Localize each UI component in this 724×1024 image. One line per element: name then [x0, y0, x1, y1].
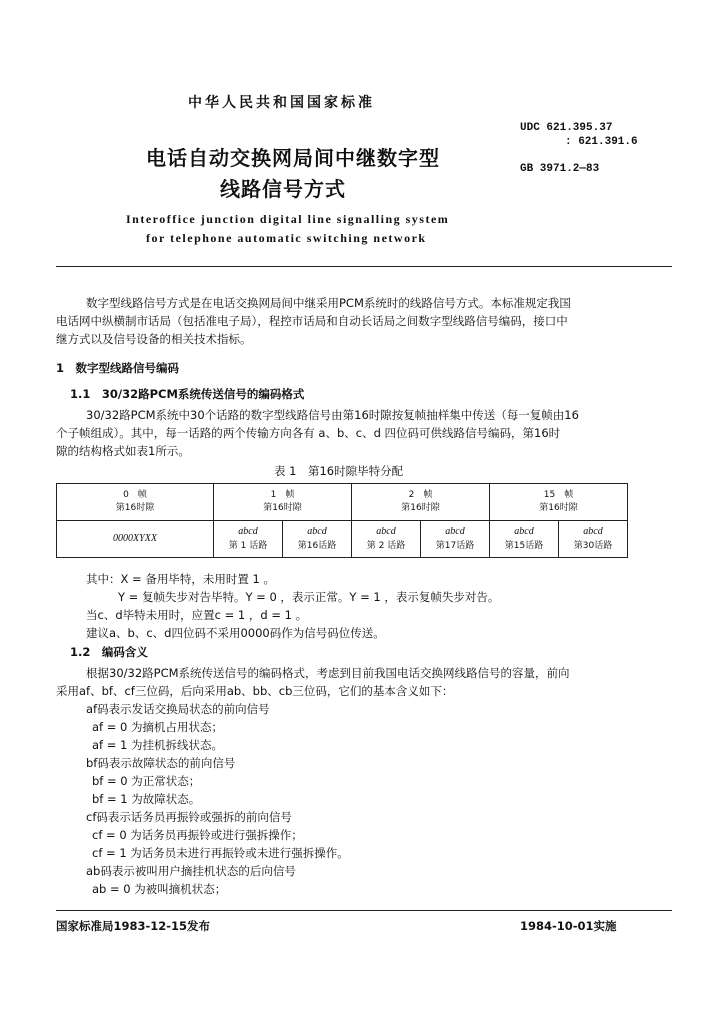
meaning-line: cf = 0 为话务员再振铃或进行强拆操作；	[92, 828, 303, 842]
meaning-line: cf = 1 为话务员未进行再振铃或未进行强拆操作。	[92, 846, 349, 860]
table-cell: abcd 第 1 话路	[214, 521, 283, 558]
title-en-line2: for telephone automatic switching network	[146, 231, 427, 245]
header-divider	[56, 266, 672, 267]
meaning-line: af = 0 为摘机占用状态；	[92, 720, 224, 734]
meaning-line: bf = 1 为故障状态。	[92, 792, 201, 806]
note-line: 当c、d毕特未用时，应置c = 1 ，d = 1 。	[86, 608, 308, 622]
issued-date: 国家标准局1983-12-15发布	[56, 919, 211, 933]
gb-number: GB 3971.2—83	[520, 163, 600, 175]
paragraph-line: 根据30/32路PCM系统传送信号的编码格式，考虑到目前我国电话交换网线路信号的容量，前向	[86, 666, 570, 680]
note-line: Y = 复帧失步对告毕特。Y = 0 ，表示正常。Y = 1 ，表示复帧失步对告。	[118, 590, 500, 604]
intro-line: 电话网中纵横制市话局（包括准电子局），程控市话局和自动长话局之间数字型线路信号编码，接口中	[56, 314, 568, 328]
udc-code: UDC 621.395.37	[520, 122, 613, 134]
meaning-line: af = 1 为挂机拆线状态。	[92, 738, 224, 752]
paragraph-line: 隙的结构格式如表1所示。	[56, 444, 190, 458]
paragraph-line: 采用af、bf、cf三位码，后向采用ab、bb、cb三位码，它们的基本含义如下：	[56, 684, 454, 698]
title-zh-line1: 电话自动交换网局间中继数字型	[146, 146, 440, 170]
meaning-line: bf码表示故障状态的前向信号	[86, 756, 236, 770]
table-cell: abcd 第15话路	[490, 521, 559, 558]
meaning-line: ab码表示被叫用户摘挂机状态的后向信号	[86, 864, 296, 878]
table-cell: abcd 第30话路	[559, 521, 628, 558]
intro-line: 数字型线路信号方式是在电话交换网局间中继采用PCM系统时的线路信号方式。本标准规定我国	[86, 296, 571, 310]
table-header-cell: 15 帧 第16时隙	[490, 484, 628, 521]
table-cell: abcd 第 2 话路	[352, 521, 421, 558]
meaning-line: ab = 0 为被叫摘机状态；	[92, 882, 227, 896]
paragraph-line: 30/32路PCM系统中30个话路的数字型线路信号由第16时隙按复帧抽样集中传送（每一复帧由16	[86, 408, 579, 422]
subsection-heading: 1.2 编码含义	[70, 645, 148, 659]
bit-allocation-table	[56, 483, 628, 558]
meaning-line: af码表示发话交换局状态的前向信号	[86, 702, 270, 716]
standard-type: 中华人民共和国国家标准	[188, 95, 375, 111]
effective-date: 1984-10-01实施	[520, 919, 617, 933]
title-en-line1: Interoffice junction digital line signalling system	[126, 212, 450, 226]
table-header-cell: 0 帧 第16时隙	[57, 484, 214, 521]
title-zh-line2: 线路信号方式	[220, 177, 346, 201]
meaning-line: bf = 0 为正常状态；	[92, 774, 201, 788]
table-cell: abcd 第16话路	[283, 521, 352, 558]
table-cell-frame0: 0000XYXX	[57, 521, 214, 558]
intro-line: 继方式以及信号设备的相关技术指标。	[56, 332, 252, 346]
subsection-heading: 1.1 30/32路PCM系统传送信号的编码格式	[70, 387, 305, 401]
note-line: 建议a、b、c、d四位码不采用0000码作为信号码位传送。	[86, 626, 385, 640]
table-cell: abcd 第17话路	[421, 521, 490, 558]
note-line: 其中：X = 备用毕特，未用时置 1 。	[86, 572, 275, 586]
section-heading: 1 数字型线路信号编码	[56, 361, 180, 375]
table-header-cell: 1 帧 第16时隙	[214, 484, 352, 521]
paragraph-line: 个子帧组成）。其中，每一话路的两个传输方向各有 a、b、c、d 四位码可供线路信号编码，第16时	[56, 426, 561, 440]
meaning-line: cf码表示话务员再振铃或强拆的前向信号	[86, 810, 292, 824]
table-header-cell: 2 帧 第16时隙	[352, 484, 490, 521]
udc-code-cont: : 621.391.6	[565, 136, 638, 148]
footer-divider	[56, 910, 672, 911]
table-caption: 表 1 第16时隙毕特分配	[274, 464, 404, 478]
